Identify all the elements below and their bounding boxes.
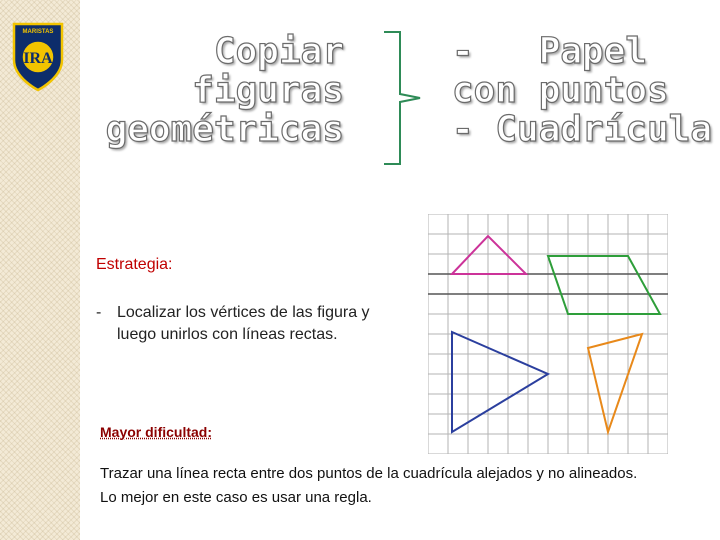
strategy-list [96,302,392,346]
bullet-dash: - [96,304,102,321]
title-left-line: Copiar [213,31,344,72]
strategy-item-text: Localizar los vértices de las figura y luego unirlos con líneas rectas. [117,304,370,343]
strategy-item [96,302,392,346]
strategy-label: Estrategia: [96,256,173,273]
difficulty-label: Mayor dificultad: [100,424,213,440]
grid-figure [428,214,668,454]
title-right-line: con puntos [452,70,669,111]
difficulty-line: Trazar una línea recta entre dos puntos de la cuadrícula alejados y no alineados. [100,465,638,482]
title-left [104,32,344,149]
logo-letters: IRA [23,50,53,67]
school-logo [10,20,66,92]
title-left-line: geométricas [105,109,344,150]
difficulty-line: Lo mejor en este caso es usar una regla. [100,489,372,506]
logo-top-text: MARISTAS [22,29,54,35]
title-left-line: figuras [192,70,344,111]
curly-brace [380,28,434,168]
difficulty-text [100,462,718,510]
title-right-line: - Cuadrícula [452,109,713,150]
title-right [452,32,712,149]
title-right-line: - Papel [452,31,648,72]
